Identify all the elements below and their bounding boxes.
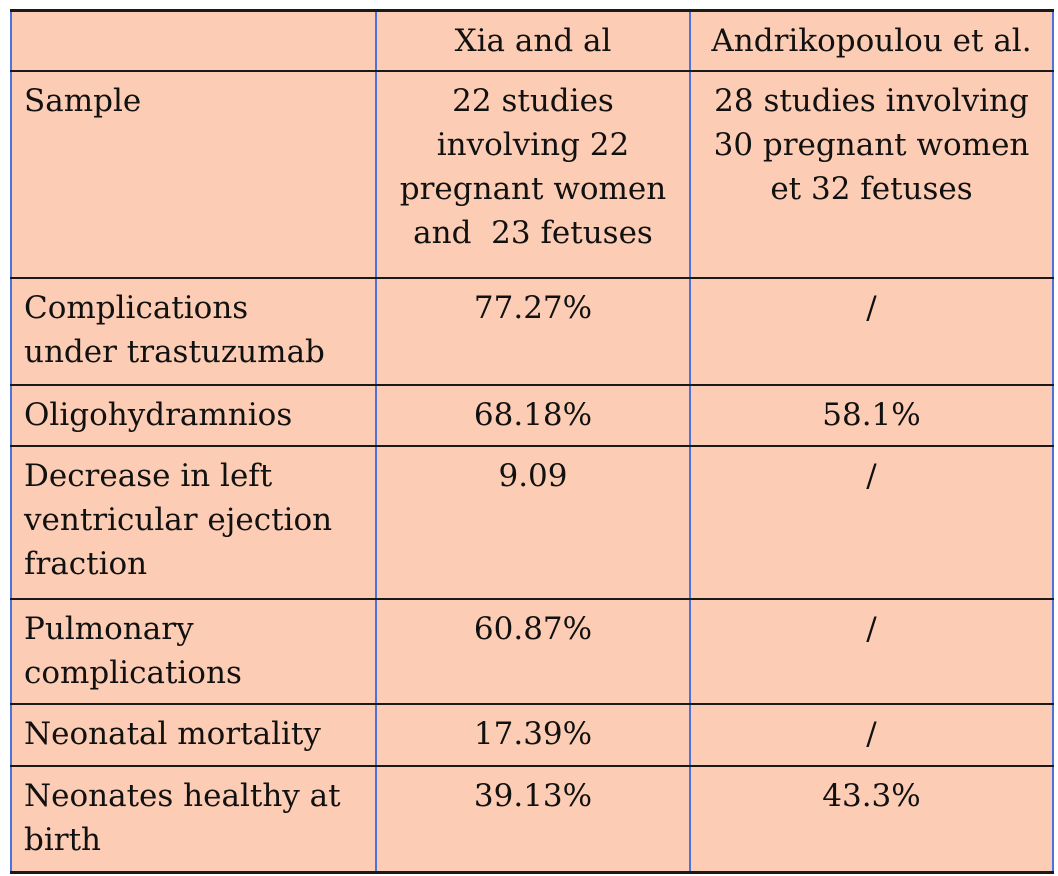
xia-value: 39.13% [376, 766, 690, 873]
header-empty-cell [11, 11, 376, 71]
andrikopoulou-value: / [690, 278, 1053, 385]
table-row [11, 704, 1053, 766]
andrikopoulou-value: 58.1% [690, 385, 1053, 446]
row-label: Pulmonary complications [11, 599, 376, 704]
row-label: Neonatal mortality [11, 704, 376, 766]
andrikopoulou-value: 28 studies involving 30 pregnant women et 32 fetuses [690, 71, 1053, 278]
row-label: Decrease in left ventricular ejection fraction [11, 446, 376, 599]
header-andrikopoulou: Andrikopoulou et al. [690, 11, 1053, 71]
table-row [11, 599, 1053, 704]
andrikopoulou-value: / [690, 446, 1053, 599]
row-label: Sample [11, 71, 376, 278]
xia-value: 9.09 [376, 446, 690, 599]
comparison-table [10, 9, 1054, 874]
row-label: Oligohydramnios [11, 385, 376, 446]
andrikopoulou-value: / [690, 704, 1053, 766]
andrikopoulou-value: 43.3% [690, 766, 1053, 873]
table-header-row [11, 11, 1053, 71]
xia-value: 60.87% [376, 599, 690, 704]
andrikopoulou-value: / [690, 599, 1053, 704]
row-label: Neonates healthy at birth [11, 766, 376, 873]
table-row [11, 766, 1053, 873]
table-row [11, 71, 1053, 278]
xia-value: 22 studies involving 22 pregnant women and 23 fetuses [376, 71, 690, 278]
header-xia: Xia and al [376, 11, 690, 71]
table-row [11, 385, 1053, 446]
table-row [11, 446, 1053, 599]
xia-value: 77.27% [376, 278, 690, 385]
table-row [11, 278, 1053, 385]
row-label: Complications under trastuzumab [11, 278, 376, 385]
xia-value: 68.18% [376, 385, 690, 446]
xia-value: 17.39% [376, 704, 690, 766]
